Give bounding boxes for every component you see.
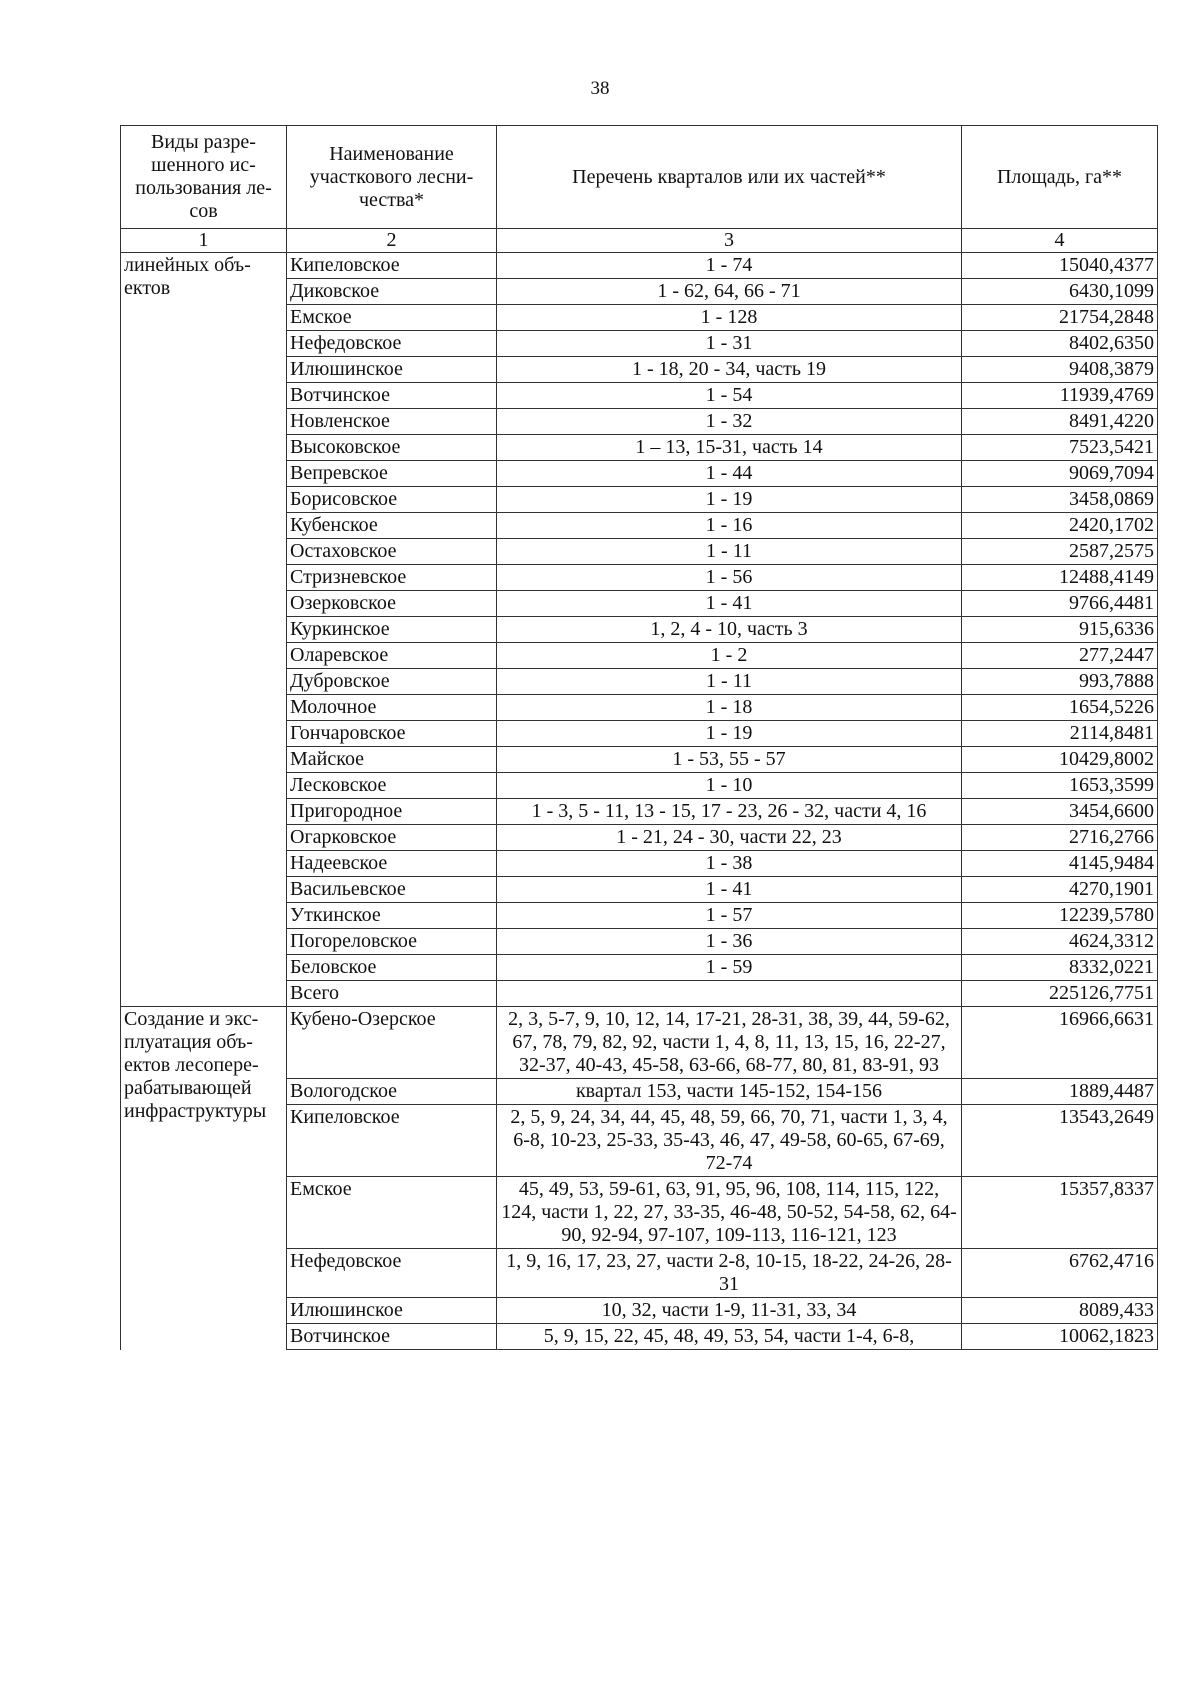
header-forestry: Наименование участкового лесни-чества*	[287, 126, 497, 229]
forestry-name-cell: Уткинское	[287, 903, 497, 929]
area-cell: 10062,1823	[962, 1324, 1158, 1350]
quarters-cell: квартал 153, части 145-152, 154-156	[497, 1079, 962, 1105]
area-cell: 1653,3599	[962, 773, 1158, 799]
area-cell: 9069,7094	[962, 461, 1158, 487]
area-cell: 12488,4149	[962, 565, 1158, 591]
forestry-name-cell: Стризневское	[287, 565, 497, 591]
quarters-cell: 1 - 54	[497, 383, 962, 409]
forestry-name-cell: Кубенское	[287, 513, 497, 539]
quarters-cell: 2, 3, 5-7, 9, 10, 12, 14, 17-21, 28-31, 38, 39, 44, 59-62, 67, 78, 79, 82, 92, части 1, 4, 8, 11, 13, 15, 16, 22-27, 32-37, 40-43, 45-58, 63-66, 68-77, 80, 81, 83-91, 93	[497, 1007, 962, 1079]
forestry-name-cell: Беловское	[287, 955, 497, 981]
forestry-name-cell: Высоковское	[287, 435, 497, 461]
forestry-name-cell: Вотчинское	[287, 383, 497, 409]
quarters-cell: 1 – 13, 15-31, часть 14	[497, 435, 962, 461]
quarters-cell: 1 - 2	[497, 643, 962, 669]
quarters-cell: 1 - 16	[497, 513, 962, 539]
quarters-cell: 1 - 18	[497, 695, 962, 721]
forestry-name-cell: Куркинское	[287, 617, 497, 643]
forestry-name-cell: Нефедовское	[287, 1249, 497, 1298]
area-cell: 8402,6350	[962, 331, 1158, 357]
page-number: 38	[590, 78, 610, 99]
area-cell: 6430,1099	[962, 279, 1158, 305]
quarters-cell: 1 - 41	[497, 877, 962, 903]
forestry-name-cell: Вепревское	[287, 461, 497, 487]
column-number: 4	[962, 229, 1158, 253]
forestry-name-cell: Остаховское	[287, 539, 497, 565]
area-cell: 277,2447	[962, 643, 1158, 669]
quarters-cell	[497, 981, 962, 1007]
column-number: 2	[287, 229, 497, 253]
quarters-cell: 1 - 59	[497, 955, 962, 981]
use-kind-cell: Создание и экс-плуатация объ-ектов лесопере-рабатывающей инфраструктуры	[121, 1007, 287, 1350]
header-area: Площадь, га**	[962, 126, 1158, 229]
forestry-name-cell: Лесковское	[287, 773, 497, 799]
area-cell: 2420,1702	[962, 513, 1158, 539]
forestry-name-cell: Новленское	[287, 409, 497, 435]
forestry-name-cell: Борисовское	[287, 487, 497, 513]
quarters-cell: 1 - 11	[497, 669, 962, 695]
forestry-name-cell: Огарковское	[287, 825, 497, 851]
forestry-name-cell: Озерковское	[287, 591, 497, 617]
quarters-cell: 1 - 57	[497, 903, 962, 929]
area-cell: 915,6336	[962, 617, 1158, 643]
forest-use-table	[120, 125, 1158, 1350]
quarters-cell: 1 - 18, 20 - 34, часть 19	[497, 357, 962, 383]
forestry-name-cell: Вологодское	[287, 1079, 497, 1105]
area-cell: 2114,8481	[962, 721, 1158, 747]
quarters-cell: 1 - 53, 55 - 57	[497, 747, 962, 773]
area-cell: 6762,4716	[962, 1249, 1158, 1298]
quarters-cell: 1 - 38	[497, 851, 962, 877]
forestry-name-cell: Кипеловское	[287, 1105, 497, 1177]
quarters-cell: 1 - 19	[497, 487, 962, 513]
quarters-cell: 1 - 44	[497, 461, 962, 487]
forestry-name-cell: Вотчинское	[287, 1324, 497, 1350]
quarters-cell: 1 - 36	[497, 929, 962, 955]
forestry-name-cell: Кипеловское	[287, 253, 497, 279]
area-cell: 11939,4769	[962, 383, 1158, 409]
area-cell: 8332,0221	[962, 955, 1158, 981]
area-cell: 15040,4377	[962, 253, 1158, 279]
area-cell: 4624,3312	[962, 929, 1158, 955]
quarters-cell: 1 - 3, 5 - 11, 13 - 15, 17 - 23, 26 - 32, части 4, 16	[497, 799, 962, 825]
forestry-name-cell: Дубровское	[287, 669, 497, 695]
area-cell: 4270,1901	[962, 877, 1158, 903]
area-cell: 1889,4487	[962, 1079, 1158, 1105]
quarters-cell: 45, 49, 53, 59-61, 63, 91, 95, 96, 108, 114, 115, 122, 124, части 1, 22, 27, 33-35, 46-48, 50-52, 54-58, 62, 64-90, 92-94, 97-107, 109-113, 116-121, 123	[497, 1177, 962, 1249]
forestry-name-cell: Васильевское	[287, 877, 497, 903]
forestry-name-cell: Погореловское	[287, 929, 497, 955]
quarters-cell: 10, 32, части 1-9, 11-31, 33, 34	[497, 1298, 962, 1324]
forestry-name-cell: Нефедовское	[287, 331, 497, 357]
forestry-name-cell: Майское	[287, 747, 497, 773]
area-cell: 2587,2575	[962, 539, 1158, 565]
area-cell: 9766,4481	[962, 591, 1158, 617]
area-cell: 15357,8337	[962, 1177, 1158, 1249]
area-cell: 13543,2649	[962, 1105, 1158, 1177]
area-cell: 2716,2766	[962, 825, 1158, 851]
quarters-cell: 1 - 19	[497, 721, 962, 747]
area-cell: 1654,5226	[962, 695, 1158, 721]
quarters-cell: 1 - 41	[497, 591, 962, 617]
quarters-cell: 1 - 56	[497, 565, 962, 591]
area-cell: 225126,7751	[962, 981, 1158, 1007]
area-cell: 16966,6631	[962, 1007, 1158, 1079]
forestry-name-cell: Емское	[287, 1177, 497, 1249]
area-cell: 3458,0869	[962, 487, 1158, 513]
area-cell: 9408,3879	[962, 357, 1158, 383]
forestry-name-cell: Оларевское	[287, 643, 497, 669]
forestry-name-cell: Емское	[287, 305, 497, 331]
area-cell: 7523,5421	[962, 435, 1158, 461]
forestry-name-cell: Молочное	[287, 695, 497, 721]
forestry-name-cell: Всего	[287, 981, 497, 1007]
forestry-name-cell: Илюшинское	[287, 1298, 497, 1324]
area-cell: 21754,2848	[962, 305, 1158, 331]
quarters-cell: 1, 2, 4 - 10, часть 3	[497, 617, 962, 643]
quarters-cell: 5, 9, 15, 22, 45, 48, 49, 53, 54, части 1-4, 6-8,	[497, 1324, 962, 1350]
area-cell: 4145,9484	[962, 851, 1158, 877]
quarters-cell: 1 - 21, 24 - 30, части 22, 23	[497, 825, 962, 851]
forestry-name-cell: Пригородное	[287, 799, 497, 825]
area-cell: 8089,433	[962, 1298, 1158, 1324]
forestry-name-cell: Кубено-Озерское	[287, 1007, 497, 1079]
quarters-cell: 1 - 32	[497, 409, 962, 435]
column-number: 1	[121, 229, 287, 253]
area-cell: 993,7888	[962, 669, 1158, 695]
forestry-name-cell: Надеевское	[287, 851, 497, 877]
quarters-cell: 1 - 74	[497, 253, 962, 279]
area-cell: 12239,5780	[962, 903, 1158, 929]
table-header	[121, 126, 1158, 253]
quarters-cell: 1, 9, 16, 17, 23, 27, части 2-8, 10-15, 18-22, 24-26, 28-31	[497, 1249, 962, 1298]
forestry-name-cell: Диковское	[287, 279, 497, 305]
table-row	[121, 1007, 1158, 1079]
quarters-cell: 1 - 11	[497, 539, 962, 565]
column-number-row	[121, 229, 1158, 253]
table-body	[121, 253, 1158, 1350]
area-cell: 10429,8002	[962, 747, 1158, 773]
table-row	[121, 253, 1158, 279]
header-kind: Виды разре-шенного ис-пользования ле-сов	[121, 126, 287, 229]
quarters-cell: 1 - 128	[497, 305, 962, 331]
forestry-name-cell: Гончаровское	[287, 721, 497, 747]
area-cell: 3454,6600	[962, 799, 1158, 825]
forestry-name-cell: Илюшинское	[287, 357, 497, 383]
area-cell: 8491,4220	[962, 409, 1158, 435]
column-number: 3	[497, 229, 962, 253]
quarters-cell: 1 - 62, 64, 66 - 71	[497, 279, 962, 305]
quarters-cell: 2, 5, 9, 24, 34, 44, 45, 48, 59, 66, 70, 71, части 1, 3, 4, 6-8, 10-23, 25-33, 35-43, 46, 47, 49-58, 60-65, 67-69, 72-74	[497, 1105, 962, 1177]
quarters-cell: 1 - 31	[497, 331, 962, 357]
quarters-cell: 1 - 10	[497, 773, 962, 799]
use-kind-cell: линейных объ-ектов	[121, 253, 287, 1007]
header-quarters: Перечень кварталов или их частей**	[497, 126, 962, 229]
